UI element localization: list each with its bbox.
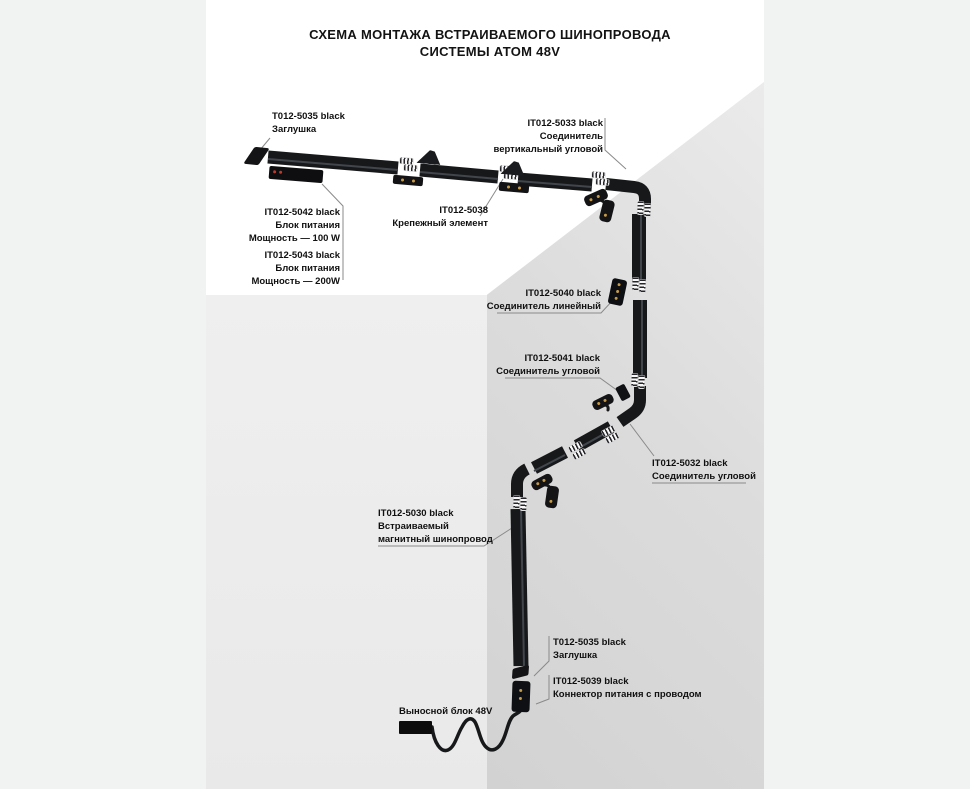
contact-chip	[632, 277, 638, 290]
part-name: Соединитель линейный	[486, 301, 601, 312]
part-code: IT012-5043 black	[264, 250, 340, 261]
label-corner-5041	[460, 352, 600, 378]
contact-chip	[520, 497, 526, 510]
leader-corner-5032	[630, 424, 654, 456]
corner-connector-5032	[517, 469, 527, 497]
label-linear-connector	[461, 287, 601, 313]
contact-dot	[536, 482, 540, 486]
label-mount-element	[380, 204, 488, 230]
contact-dot	[401, 178, 404, 181]
contact-dot	[589, 198, 593, 202]
psu-indicator	[273, 170, 276, 173]
part-code: T012-5035 black	[272, 111, 345, 122]
part-name: Заглушка	[272, 124, 317, 135]
part-spec: Мощность — 200W	[251, 276, 340, 287]
part-code: IT012-5033 black	[527, 118, 603, 129]
leader-endcap-bottom	[534, 636, 549, 676]
part-name: Соединитель угловой	[652, 471, 756, 482]
label-endcap-bottom	[553, 636, 626, 662]
part-name: Блок питания	[275, 263, 340, 274]
power-connector-5039	[511, 681, 530, 713]
psu-indicator	[279, 171, 282, 174]
contact-dot	[614, 297, 618, 301]
label-psu-200	[230, 249, 340, 288]
contact-chip	[639, 279, 645, 292]
contact-dot	[549, 500, 552, 503]
contact-chip	[638, 375, 644, 388]
contact-chip	[400, 157, 413, 164]
part-code: IT012-5030 black	[378, 508, 454, 519]
contact-chip	[592, 171, 605, 178]
contact-chip	[513, 495, 519, 508]
contact-chip	[644, 203, 650, 216]
part-code: IT012-5041 black	[524, 353, 600, 364]
part-name: вертикальный угловой	[493, 144, 603, 155]
contact-dot	[597, 402, 601, 406]
contact-dot	[604, 213, 608, 217]
contact-dot	[518, 186, 521, 189]
part-code: IT012-5040 black	[525, 288, 601, 299]
part-name: Коннектор питания с проводом	[553, 689, 702, 700]
part-code: IT012-5038	[439, 205, 488, 216]
contact-chip	[596, 178, 609, 185]
part-spec: Мощность — 100 W	[248, 233, 340, 244]
part-name: Блок питания	[275, 220, 340, 231]
track-segment	[534, 452, 565, 468]
leader-corner-5041	[505, 378, 618, 391]
label-corner-5032	[652, 457, 756, 483]
label-track-5030	[378, 507, 493, 546]
label-vertical-corner	[463, 117, 603, 156]
contact-dot	[412, 179, 415, 182]
contact-dot	[519, 689, 522, 692]
part-name: Соединитель угловой	[496, 366, 600, 377]
part-name: Встраиваемый	[378, 521, 449, 532]
part-name: Выносной блок 48V	[399, 706, 493, 717]
part-code: T012-5035 black	[553, 637, 626, 648]
contact-dot	[519, 697, 522, 700]
label-psu-100	[230, 206, 340, 245]
contact-chip	[637, 201, 643, 214]
contact-dot	[616, 290, 620, 294]
part-name: Соединитель	[539, 131, 603, 142]
contact-dot	[617, 283, 621, 287]
title-line-2: СИСТЕМЫ АТОМ 48V	[419, 44, 561, 59]
label-power-connector	[553, 675, 702, 701]
part-code: IT012-5042 black	[264, 207, 340, 218]
contact-dot	[542, 478, 546, 482]
contact-dot	[603, 398, 607, 402]
leader-power-connector	[536, 675, 549, 704]
leader-vertical-corner	[605, 118, 626, 169]
part-code: IT012-5039 black	[553, 676, 629, 687]
label-external-psu	[399, 705, 492, 718]
title-line-1: СХЕМА МОНТАЖА ВСТРАИВАЕМОГО ШИНОПРОВОДА	[309, 27, 671, 42]
contact-dot	[596, 195, 600, 199]
contact-chip	[631, 373, 637, 386]
part-code: IT012-5032 black	[652, 458, 728, 469]
part-name: Крепежный элемент	[392, 218, 488, 229]
part-name: магнитный шинопровод	[378, 534, 493, 545]
part-name: Заглушка	[553, 650, 598, 661]
label-endcap-top	[272, 110, 345, 136]
contact-chip	[404, 164, 417, 171]
external-psu-block	[399, 721, 432, 734]
contact-dot	[507, 185, 510, 188]
